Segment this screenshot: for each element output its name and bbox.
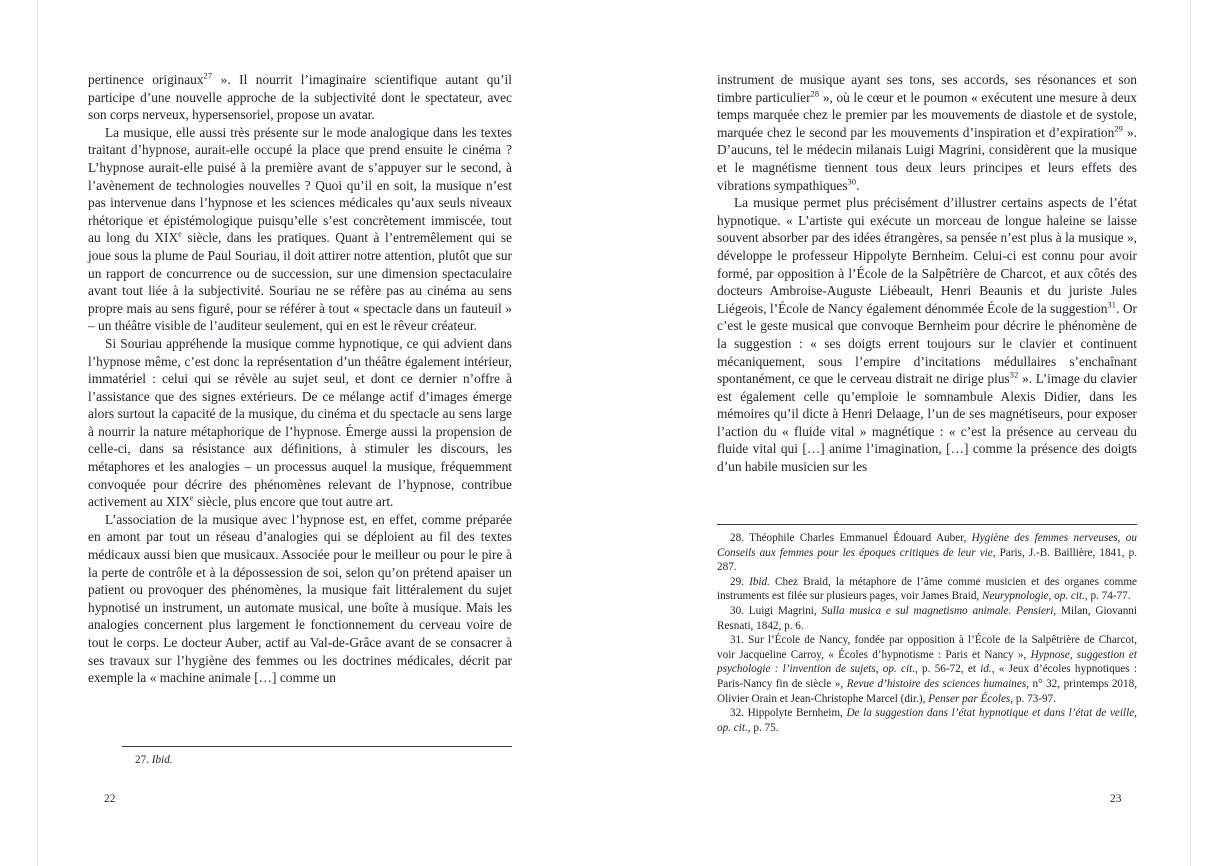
body-text-left xyxy=(88,71,512,687)
body-paragraph: La musique, elle aussi très présente sur le mode analogique dans les textes traitant d’hypnose, aurait-elle occupé la place que prend ensuite le cinéma ? L’hypnose aurait-elle puisé à la première avant de s’appuyer sur le second, à l’avènement de technologies nouvelles ? Quoi qu’il en soit, la musique n’est pas intervenue dans l’hypnose et les sciences médicales qu’aux seuls niveaux rhétorique et épistémologique puisqu’elle s’est concrètement immiscée, tout au long du XIXe siècle, dans les pratiques. Quant à l’entremêlement qui se joue sous la plume de Paul Souriau, il doit attirer notre attention, plutôt que sur un rapport de concurrence ou de succession, sur une dimension spectaculaire avant tout liée à la subjectivité. Souriau ne se réfère pas au cinéma au sens propre mais au sens figuré, pour se référer à tout « spectacle dans un fauteuil » – un théâtre visible de l’auditeur seulement, qui en est le rêveur créateur. xyxy=(88,124,512,334)
body-paragraph: pertinence originaux$^{27}$ ». Il nourrit l’imaginaire scientifique autant qu’il participe d’une nouvelle approche de la subjectivité dont le spectateur, avec son corps nerveux, hypersensoriel, propose un avatar. xyxy=(88,71,512,123)
footnotes-left xyxy=(122,746,512,768)
scan-edge-right xyxy=(1190,0,1191,866)
scan-edge-left xyxy=(37,0,38,866)
footnote: 32. Hippolyte Bernheim, De la suggestion dans l’état hypnotique et dans l’état de veille, op. cit., p. 75. xyxy=(717,707,1137,734)
page-number-right: 23 xyxy=(1110,793,1122,805)
body-paragraph: La musique permet plus précisément d’illustrer certains aspects de l’état hypnotique. « L’artiste qui exécute un morceau de longue haleine se laisse souvent absorber par des idées étrangères, sa pensée n’est plus à la musique », développe le professeur Hippolyte Bernheim. Celui-ci est connu pour avoir formé, par opposition à l’École de la Salpêtrière de Charcot, et aux côtés des docteurs Ambroise-Auguste Liébeault, Henri Beaunis et du juriste Jules Liégeois, l’École de Nancy également dénommée École de la suggestion$^{31}$. Or c’est le geste musical que convoque Bernheim pour décrire le phénomène de la suggestion : « ses doigts errent toujours sur le clavier et continuent mécaniquement, sous l’empire d’incitations médullaires s’enchaînant spontanément, ce que le cerveau distrait ne dirige plus$^{32}$ ». L’image du clavier est également celle qu’emploie le somnambule Alexis Didier, dans les mémoires qu’il dicte à Henri Delaage, l’un de ses magnétiseurs, pour exposer l’action du « fluide vital » magnétique : « c’est la présence au cerveau du fluide vital qui […] anime l’imagination, […] comme la présence des doigts d’un habile musicien sur les xyxy=(717,195,1138,475)
body-paragraph: Si Souriau appréhende la musique comme hypnotique, ce qui advient dans l’hypnose même, c’est donc la représentation d’un théâtre également intérieur, immatériel : celui qui se révèle au sujet seul, et dont ce dernier n’offre à l’assistance que des signes extérieurs. De ce mélange actif d’images émerge alors surtout la capacité de la musique, du cinéma et du spectacle au sens large à nourrir la nature métaphorique de l’hypnose. Émerge aussi la propension de celle-ci, dans sa résistance aux définitions, à stimuler les discours, les métaphores et les analogies – un processus auquel la musique, fréquemment convoquée pour décrire des phénomènes relevant de l’hypnose, contribue activement au XIXe siècle, plus encore que tout autre art. xyxy=(88,335,512,510)
body-text-right xyxy=(717,71,1137,476)
footnote: 27. Ibid. xyxy=(135,754,173,766)
footnote: 28. Théophile Charles Emmanuel Édouard Auber, Hygiène des femmes nerveuses, ou Conseils aux femmes pour les époques critiques de leur vie, Paris, J.-B. Baillière, 1841, p. 287. xyxy=(717,532,1137,574)
body-paragraph: L’association de la musique avec l’hypnose est, en effet, comme préparée en amont par tout un réseau d’analogies qui se déploient au fil des textes médicaux aussi bien que musicaux. Associée pour le meilleur ou pour le pire à la perte de contrôle et à la dépossession de soi, selon qu’on prétend apaiser un patient ou provoquer des phénomènes, la musique fait littéralement du sujet hypnotisé un instrument, un automate musical, une boîte à musique. Mais les analogies concernent plus largement le fonctionnement du cerveau voire de tout le corps. Le docteur Auber, actif au Val-de-Grâce avant de se consacrer à ses travaux sur l’hygiène des femmes ou les doctrines médicales, décrit par exemple la « machine animale […] comme un xyxy=(88,511,512,686)
body-paragraph: instrument de musique ayant ses tons, ses accords, ses résonances et son timbre particulier$^{28}$ », où le cœur et le poumon « exécutent une mesure à deux temps marquée chez le premier par les mouvements de diastole et de systole, marquée chez le second par les mouvements d’inspiration et d’expiration$^{29}$ ». D’aucuns, tel le médecin milanais Luigi Magrini, considèrent que la musique et le magnétisme tiennent tous deux leurs principes et leurs effets des vibrations sympathiques$^{30}$. xyxy=(717,72,1138,193)
footnote: 29. Ibid. Chez Braid, la métaphore de l’âme comme musicien et des organes comme instruments est filée sur plusieurs pages, voir James Braid, Neurypnologie, op. cit., p. 74-77. xyxy=(717,575,1137,603)
footnote: 30. Luigi Magrini, Sulla musica e sul magnetismo animale. Pensieri, Milan, Giovanni Resnati, 1842, p. 6. xyxy=(717,604,1138,632)
footnote: 31. Sur l’École de Nancy, fondée par opposition à l’École de la Salpêtrière de Charcot, voir Jacqueline Carroy, « Écoles d’hypnotisme : Paris et Nancy », Hypnose, suggestion et psychologie : l’invention de sujets, op. cit., p. 56-72, et id., « Jeux d’écoles hypnotiques : Paris-Nancy fin de siècle », Revue d’histoire des sciences humaines, n° 32, printemps 2018, Olivier Orain et Jean-Christophe Marcel (dir.), Penser par Écoles, p. 73-97. xyxy=(717,634,1137,705)
page-number-left: 22 xyxy=(104,793,116,805)
footnotes-right xyxy=(717,524,1137,735)
